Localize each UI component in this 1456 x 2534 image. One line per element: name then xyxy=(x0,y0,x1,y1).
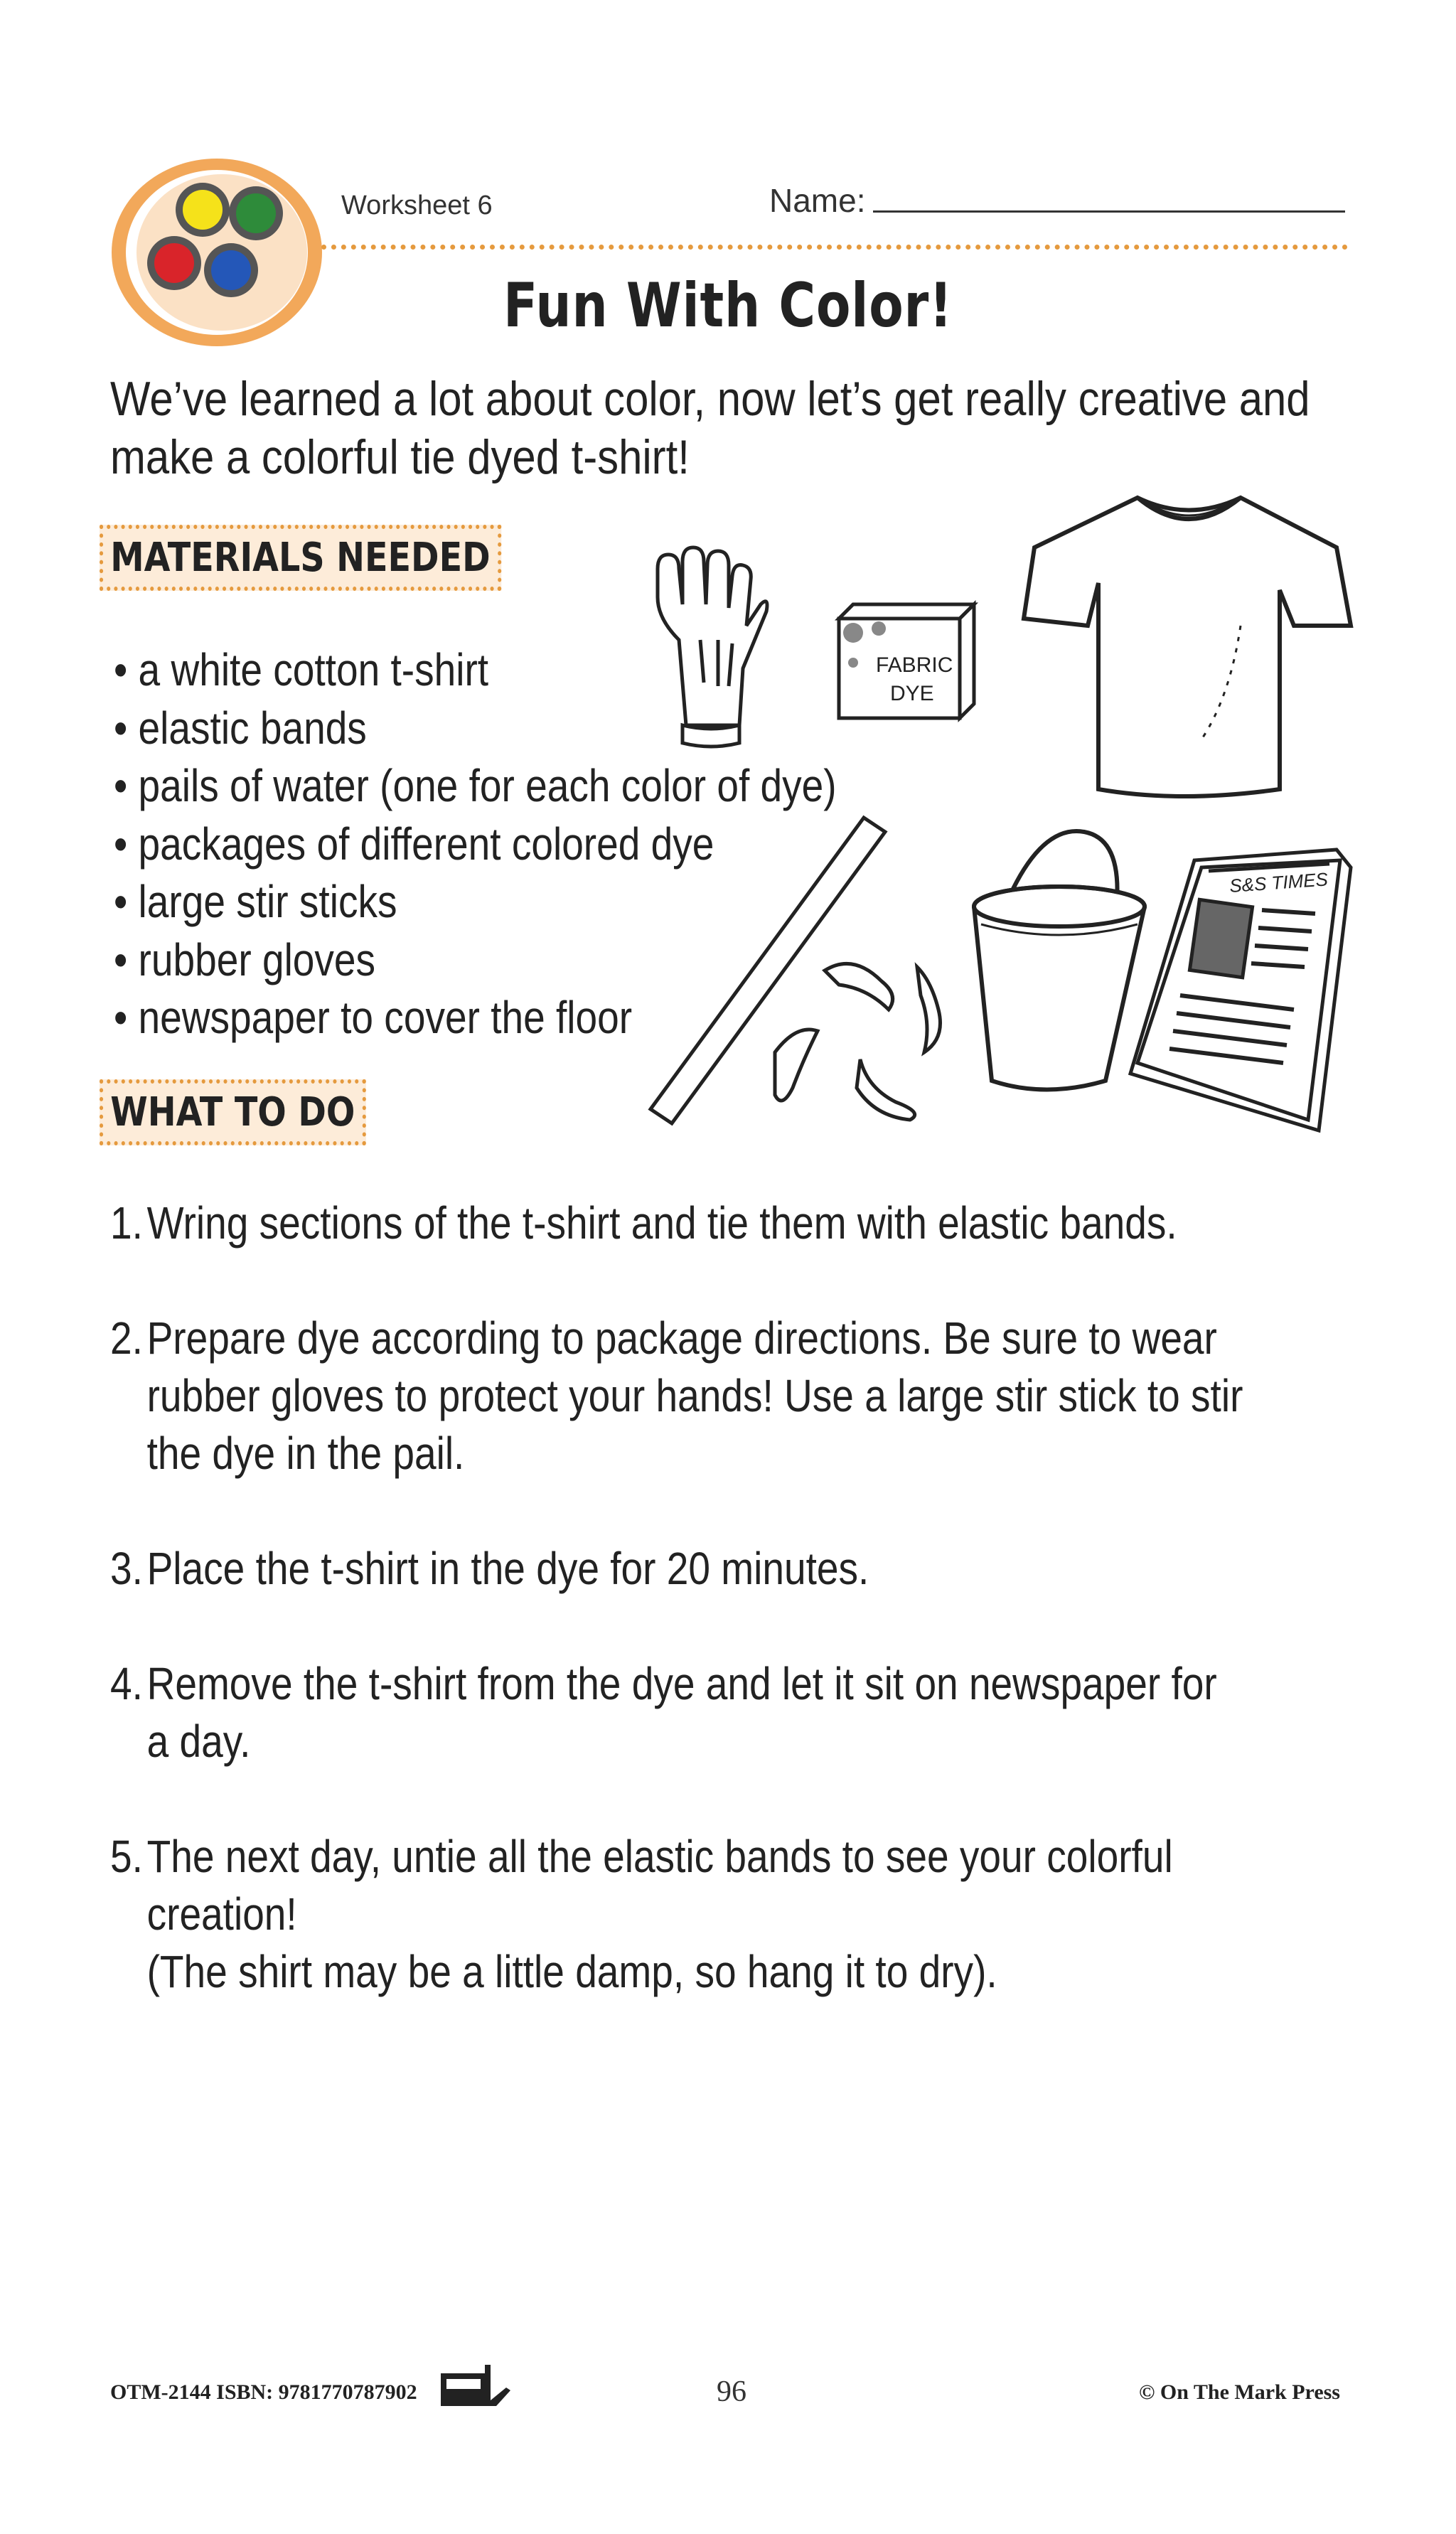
list-item: • large stir sticks xyxy=(114,873,837,931)
step-line: Place the t-shirt in the dye for 20 minutes. xyxy=(146,1543,869,1594)
list-item xyxy=(110,1310,1243,1482)
newspaper-icon xyxy=(1130,850,1351,1130)
step-line: creation! xyxy=(146,1888,297,1940)
step-number: 5. xyxy=(110,1831,143,1882)
dye-box-label: FABRIC xyxy=(876,653,953,677)
step-number: 3. xyxy=(110,1543,143,1594)
step-line: Prepare dye according to package directions. Be sure to wear xyxy=(146,1313,1217,1364)
t-shirt-icon xyxy=(1024,498,1351,796)
intro-line: make a colorful tie dyed t-shirt! xyxy=(110,430,690,484)
pail-icon xyxy=(974,831,1145,1090)
materials-heading: MATERIALS NEEDED xyxy=(100,525,501,591)
step-line: a day. xyxy=(146,1716,251,1767)
stir-stick-icon xyxy=(651,818,885,1123)
step-line: rubber gloves to protect your hands! Use a large stir stick to stir xyxy=(146,1370,1243,1421)
glove-icon xyxy=(658,547,767,747)
step-line: (The shirt may be a little damp, so hang it to dry). xyxy=(146,1946,997,1997)
step-line: the dye in the pail. xyxy=(146,1428,465,1479)
list-item xyxy=(110,1828,1173,2001)
what-to-do-heading: WHAT TO DO xyxy=(100,1079,366,1145)
footer-isbn: OTM-2144 ISBN: 9781770787902 xyxy=(110,2380,417,2404)
page-title: Fun With Color! xyxy=(503,270,953,341)
list-item: • newspaper to cover the floor xyxy=(114,989,837,1047)
list-item: • rubber gloves xyxy=(114,931,837,990)
fabric-dye-box-icon xyxy=(839,604,974,718)
list-item: • elastic bands xyxy=(114,700,837,758)
step-line: The next day, untie all the elastic bands to see your colorful xyxy=(146,1831,1173,1882)
printer-icon xyxy=(435,2359,520,2416)
worksheet-label: Worksheet 6 xyxy=(341,191,493,220)
list-item: • packages of different colored dye xyxy=(114,816,837,874)
dye-box-label: DYE xyxy=(890,682,934,705)
list-item xyxy=(110,1540,869,1598)
intro-line: We’ve learned a lot about color, now let’s get really creative and xyxy=(110,372,1310,426)
newspaper-masthead: S&S TIMES xyxy=(1228,868,1329,897)
step-number: 4. xyxy=(110,1658,143,1709)
list-item: • pails of water (one for each color of dye) xyxy=(114,757,837,816)
materials-illustrations xyxy=(0,0,1456,1173)
elastic-bands-icon xyxy=(775,963,941,1120)
step-line: Wring sections of the t-shirt and tie them with elastic bands. xyxy=(146,1197,1177,1249)
step-number: 1. xyxy=(110,1197,143,1249)
name-label: Name: xyxy=(769,182,866,219)
list-item xyxy=(110,1655,1217,1770)
page-number: 96 xyxy=(717,2375,746,2408)
step-number: 2. xyxy=(110,1313,143,1364)
step-line: Remove the t-shirt from the dye and let it sit on newspaper for xyxy=(146,1658,1217,1709)
list-item xyxy=(110,1194,1177,1252)
list-item: • a white cotton t-shirt xyxy=(114,641,837,700)
footer-copyright: © On The Mark Press xyxy=(1139,2380,1340,2404)
